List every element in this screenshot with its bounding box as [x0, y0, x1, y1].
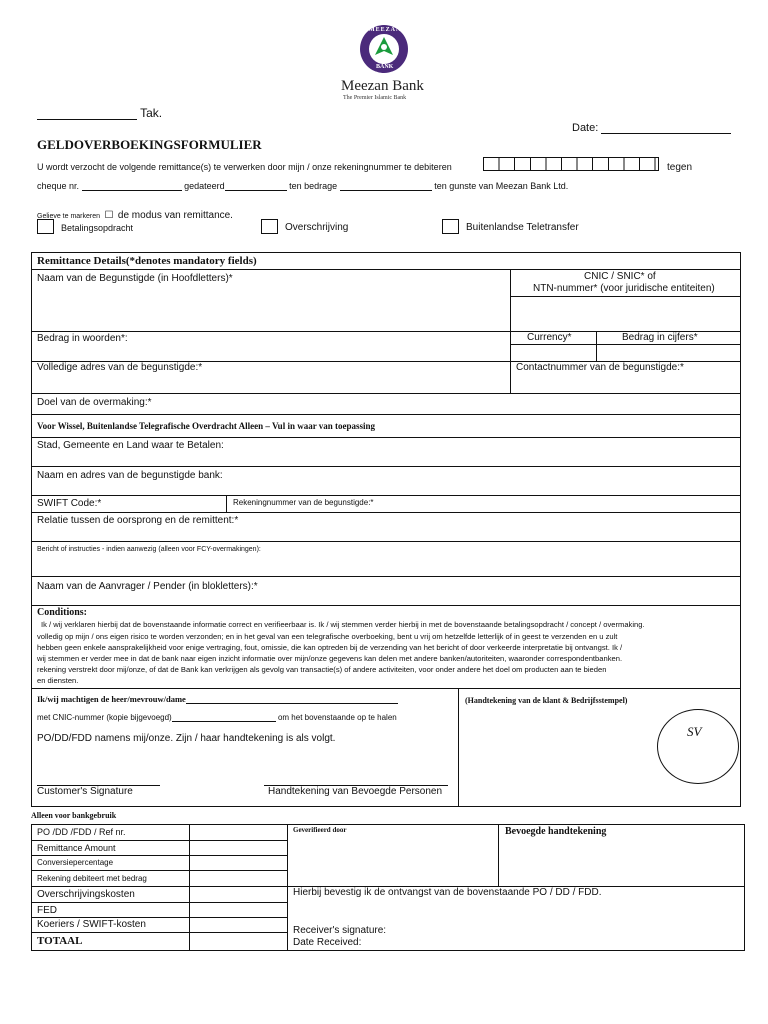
auth-line-2: [37, 713, 397, 722]
date-field: [572, 122, 731, 134]
purpose-label: Doel van de overmaking:*: [37, 397, 152, 408]
date-input[interactable]: [601, 123, 731, 134]
bank-tagline: The Premier Islamic Bank: [343, 95, 407, 101]
authorized-signature-bank-label: Bevoegde handtekening: [505, 826, 607, 837]
swift-label: SWIFT Code:*: [37, 498, 102, 509]
conditions-line-1: Ik / wij verklaren hierbij dat de bovenstaande informatie correct en verifieerbaar is. Ik / wij stemmen verder hierbij in met de bovenstaande betalingsopdracht / concept / overmaking.: [41, 620, 645, 629]
account-number-boxes[interactable]: [483, 157, 659, 171]
bank-name: Meezan Bank: [341, 78, 424, 94]
currency-label: Currency*: [527, 332, 572, 343]
mark-mode-text: de modus van remittance.: [117, 210, 233, 221]
intro-tegen: tegen: [667, 162, 693, 173]
auth-line-1-text: Ik/wij machtigen de heer/mevrouw/dame: [37, 694, 186, 704]
amount-figures-label: Bedrag in cijfers*: [622, 332, 698, 343]
option-payment-order: Betalingsopdracht: [61, 223, 134, 233]
mark-box-glyph: ☐: [104, 210, 114, 221]
auth-line-1: [37, 694, 398, 704]
bank-row-total: TOTAAL: [37, 935, 83, 947]
dated-input[interactable]: [225, 180, 287, 191]
auth-line-3: PO/DD/FDD namens mij/onze. Zijn / haar handtekening is als volgt.: [37, 733, 336, 744]
conditions-line-4: wij stemmen er verder mee in dat de bank naar eigen inzicht informatie over mijn/onze gegevens kan delen met andere banken/autoriteiten, waaronder correspondentbanken.: [37, 654, 623, 663]
beneficiary-name-label: Naam van de Begunstigde (in Hoofdletters)*: [37, 273, 233, 284]
receiver-signature-label: Receiver's signature:: [293, 925, 387, 936]
stamp-circle[interactable]: [657, 709, 739, 784]
auth-name-input[interactable]: [186, 695, 398, 704]
mark-small-text: Gelieve te markeren: [37, 213, 101, 220]
auth-cnic-input[interactable]: [172, 713, 276, 722]
bank-row-debit: Rekening debiteert met bedrag: [37, 874, 147, 883]
bank-row-courier: Koeriers / SWIFT-kosten: [37, 919, 146, 930]
relation-label: Relatie tussen de oorsprong en de remittent:*: [37, 515, 239, 526]
conditions-heading: Conditions:: [37, 607, 88, 618]
tak-label: Tak.: [140, 106, 163, 120]
bank-row-fed: FED: [37, 905, 57, 916]
conditions-line-5: rekening verstrekt door mij/onze, of dat de Bank kan verkrijgen als gevolg van transactie(s) of andere activiteiten, voor onder andere het doel om producten aan te bieden: [37, 665, 607, 674]
amount-label: ten bedrage: [289, 181, 338, 191]
customer-signature-label: Customer's Signature: [37, 786, 133, 797]
cheque-line: [37, 180, 568, 191]
bank-logo: [359, 24, 409, 74]
cnic-label-1: CNIC / SNIC* of: [584, 271, 656, 282]
applicant-label: Naam van de Aanvrager / Pender (in blokletters):*: [37, 581, 258, 592]
foreign-heading: Voor Wissel, Buitenlandse Telegrafische Overdracht Alleen – Vul in waar van toepassing: [37, 421, 376, 431]
form-title: GELDOVERBOEKINGSFORMULIER: [37, 137, 262, 152]
date-label: Date:: [572, 122, 599, 134]
details-heading: Remittance Details(*denotes mandatory fields): [37, 255, 257, 267]
amount-input[interactable]: [340, 180, 432, 191]
mark-instruction: [37, 205, 233, 223]
bank-name-address-label: Naam en adres van de begunstigde bank:: [37, 470, 223, 481]
cheque-label: cheque nr.: [37, 181, 80, 191]
bank-row-charges: Overschrijvingskosten: [37, 889, 135, 900]
bank-row-ref: PO /DD /FDD / Ref nr.: [37, 827, 126, 837]
tak-input[interactable]: [37, 109, 137, 120]
city-label: Stad, Gemeente en Land waar te Betalen:: [37, 440, 224, 451]
checkbox-payment-order[interactable]: [37, 219, 54, 234]
bank-row-amount: Remittance Amount: [37, 843, 116, 853]
instructions-label: Bericht of instructies - indien aanwezig (alleen voor FCY-overmakingen):: [37, 546, 261, 553]
auth-cnic-prefix: met CNIC-nummer (kopie bijgevoegd): [37, 713, 172, 722]
cheque-input[interactable]: [82, 180, 182, 191]
logo-text-top: MEEZAN: [369, 27, 402, 33]
bank-use-heading: Alleen voor bankgebruik: [31, 811, 117, 820]
dated-label: gedateerd: [184, 181, 225, 191]
authorized-signature-label: Handtekening van Bevoegde Personen: [268, 786, 443, 797]
checkbox-transfer[interactable]: [261, 219, 278, 234]
tak-field: [37, 106, 162, 120]
stamp-mark: SV: [687, 724, 702, 739]
auth-cnic-suffix: om het bovenstaande op te halen: [277, 713, 397, 722]
account-no-label: Rekeningnummer van de begunstigde:*: [233, 498, 374, 507]
bank-row-conversion: Conversiepercentage: [37, 858, 114, 867]
confirm-receipt-text: Hierbij bevestig ik de ontvangst van de bovenstaande PO / DD / FDD.: [293, 887, 602, 898]
option-transfer: Overschrijving: [285, 222, 349, 233]
address-label: Volledige adres van de begunstigde:*: [37, 362, 203, 373]
favour-label: ten gunste van Meezan Bank Ltd.: [434, 181, 569, 191]
cnic-label-2: NTN-nummer* (voor juridische entiteiten): [533, 283, 715, 294]
intro-line: U wordt verzocht de volgende remittance(s) te verwerken door mijn / onze rekeningnummer te debiteren: [37, 162, 452, 172]
option-foreign-tt: Buitenlandse Teletransfer: [466, 222, 579, 233]
date-received-label: Date Received:: [293, 937, 362, 948]
logo-text-bottom: BANK: [376, 64, 394, 70]
conditions-line-2: volledig op mijn / ons eigen risico te worden verzonden; en in het geval van een telegrafische overboeking, bent u vrij om hetzelfde letterlijk of in geest te verzenden en u zult: [37, 632, 618, 641]
contact-label: Contactnummer van de begunstigde:*: [516, 362, 684, 373]
verified-by-label: Geverifieerd door: [293, 826, 347, 834]
conditions-line-6: en diensten.: [37, 676, 79, 685]
conditions-line-3: hebben geen enkele aansprakelijkheid voor enige vertraging, fout, omissie, die kan optreden bij de verzending van het bericht of door verkeerde interpretatie bij ontvangst. Ik /: [37, 643, 623, 652]
amount-words-label: Bedrag in woorden*:: [37, 333, 128, 344]
checkbox-foreign-tt[interactable]: [442, 219, 459, 234]
stamp-label: (Handtekening van de klant & Bedrijfsstempel): [465, 696, 628, 705]
